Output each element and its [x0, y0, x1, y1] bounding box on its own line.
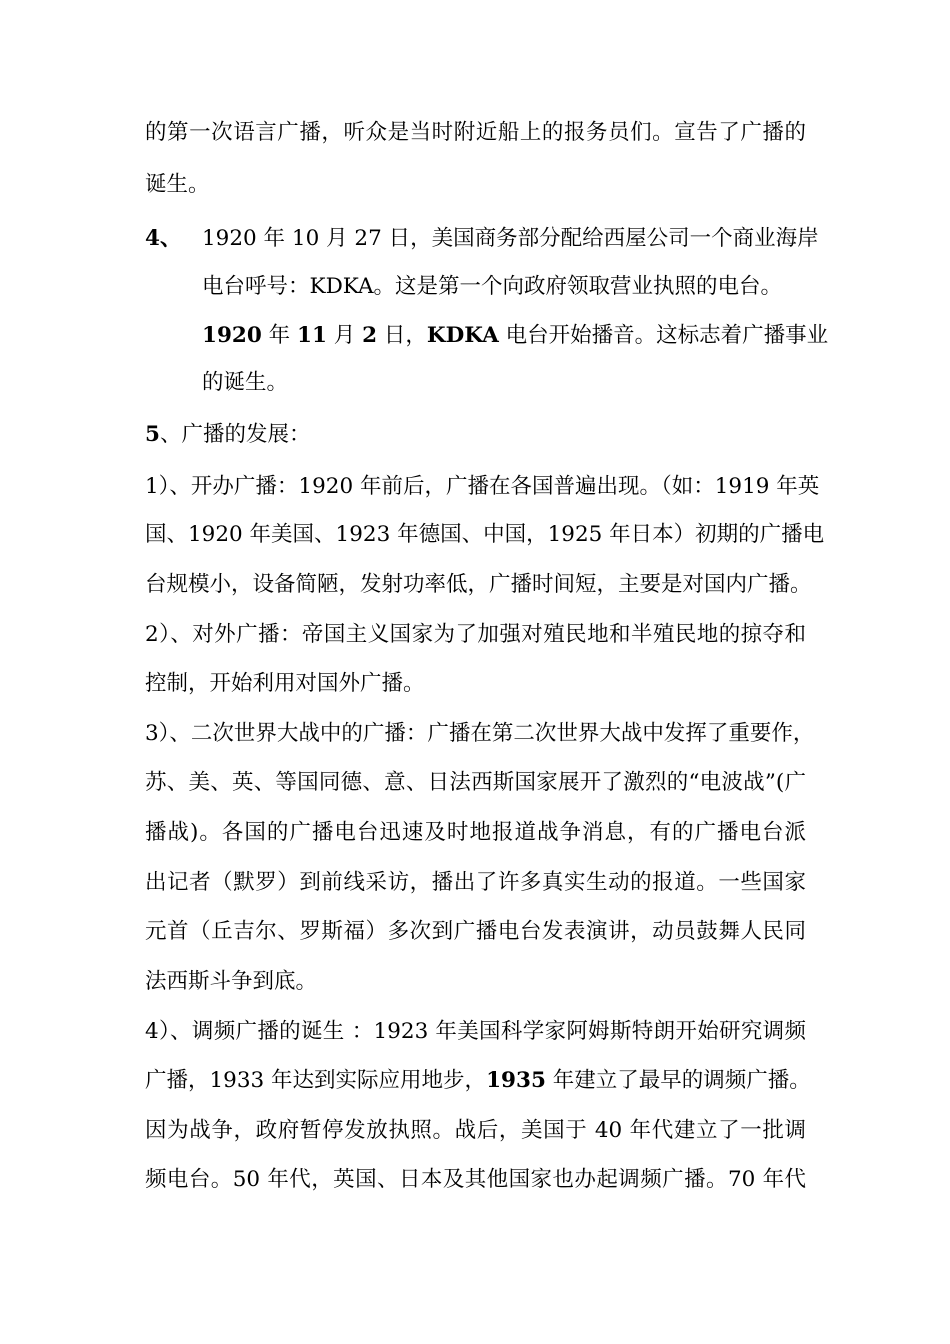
paragraph-line	[202, 321, 828, 351]
paragraph-line: 国、1920 年美国、1923 年德国、中国，1925 年日本）初期的广播电	[145, 522, 825, 547]
paragraph-line	[145, 1066, 811, 1096]
paragraph-line: 2）、对外广播：帝国主义国家为了加强对殖民地和半殖民地的掠夺和	[145, 622, 806, 647]
bold-callsign: KDKA	[426, 323, 499, 348]
paragraph-line: 台规模小，设备简陋，发射功率低，广播时间短，主要是对国内广播。	[145, 572, 812, 597]
paragraph-line: 苏、美、英、等国同德、意、日法西斯国家展开了激烈的“电波战”(广	[145, 770, 806, 795]
paragraph-line: 法西斯斗争到底。	[145, 969, 318, 994]
text-fragment: 广播，1933 年达到实际应用地步，	[145, 1068, 487, 1093]
bold-year: 1935	[486, 1068, 546, 1093]
section-number: 5	[145, 422, 160, 447]
list-number: 4、	[145, 226, 182, 251]
bold-day: 2	[362, 323, 378, 348]
paragraph-line: 控制，开始利用对国外广播。	[145, 671, 425, 696]
paragraph-line: 1）、开办广播：1920 年前后，广播在各国普遍出现。（如：1919 年英	[145, 474, 820, 499]
paragraph-line: 因为战争，政府暂停发放执照。战后，美国于 40 年代建立了一批调	[145, 1118, 806, 1143]
text-fragment: 月	[326, 323, 363, 348]
text-fragment: 年	[261, 323, 298, 348]
section-title: 、广播的发展：	[159, 422, 311, 447]
paragraph-line: 3）、二次世界大战中的广播：广播在第二次世界大战中发挥了重要作，	[145, 721, 815, 746]
paragraph-line: 电台呼号：KDKA。这是第一个向政府领取营业执照的电台。	[202, 274, 783, 299]
text-fragment: 年建立了最早的调频广播。	[545, 1068, 811, 1093]
paragraph-line: 4）、调频广播的诞生 ：1923 年美国科学家阿姆斯特朗开始研究调频	[145, 1019, 806, 1044]
paragraph-line: 元首（丘吉尔、罗斯福）多次到广播电台发表演讲，动员鼓舞人民同	[145, 919, 806, 944]
text-fragment: 电台开始播音。这标志着广播事业	[498, 323, 829, 348]
bold-year: 1920	[202, 323, 262, 348]
paragraph-line: 出记者（默罗）到前线采访，播出了许多真实生动的报道。一些国家	[145, 870, 806, 895]
paragraph-line: 1920 年 10 月 27 日，美国商务部分配给西屋公司一个商业海岸	[202, 226, 819, 251]
paragraph-line: 频电台。50 年代，英国、日本及其他国家也办起调频广播。70 年代	[145, 1167, 806, 1192]
paragraph-line: 的诞生。	[202, 370, 289, 395]
paragraph-line: 诞生。	[145, 172, 210, 197]
paragraph-line: 播战)。各国的广播电台迅速及时地报道战争消息，有的广播电台派	[145, 820, 806, 845]
paragraph-line: 的第一次语言广播，听众是当时附近船上的报务员们。宣告了广播的	[145, 120, 806, 145]
bold-month: 11	[297, 323, 327, 348]
text-fragment: 日，	[377, 323, 427, 348]
section-heading	[145, 420, 310, 450]
